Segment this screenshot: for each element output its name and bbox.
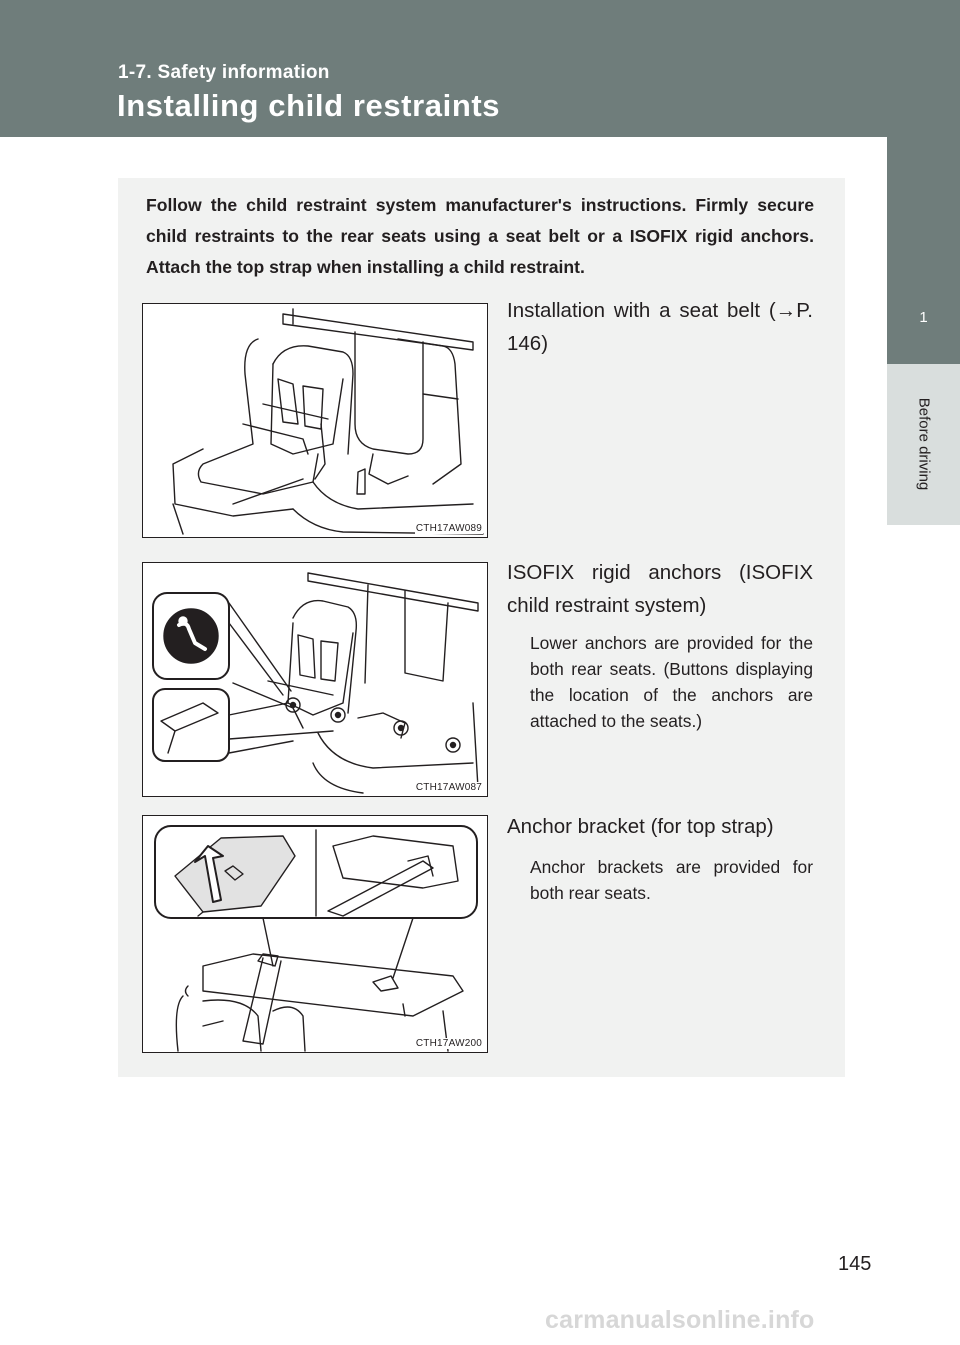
- anchor-bracket-illustration: [143, 816, 488, 1053]
- page-header: [0, 0, 960, 137]
- intro-text: Follow the child restraint system manufacturer's instructions. Firmly secure child restraints to the rear seats using a seat belt or a ISOFIX rigid anchors. Attach the top strap when installing a child restraint.: [146, 195, 814, 277]
- isofix-anchors-figure: [142, 562, 488, 797]
- chapter-label: Before driving: [915, 397, 933, 491]
- page-title: Installing child restraints: [117, 88, 501, 123]
- section-label: 1-7. Safety information: [118, 62, 330, 83]
- item-body-isofix: Lower anchors are provided for the both rear seats. (Buttons displaying the location of the anchors are attached to the seats.): [530, 633, 813, 731]
- watermark[interactable]: carmanualsonline.info: [545, 1306, 815, 1334]
- child-seat-illustration: [143, 304, 488, 538]
- item-heading-seat-belt: Installation with a seat belt (→P. 146): [507, 299, 813, 355]
- chapter-tab[interactable]: [887, 137, 960, 364]
- item-heading-anchor-bracket: Anchor bracket (for top strap): [507, 815, 774, 838]
- page-number: 145: [838, 1253, 872, 1275]
- item-heading-isofix: ISOFIX rigid anchors (ISOFIX child restraint system): [507, 561, 813, 617]
- figure-code: CTH17AW087: [415, 782, 482, 793]
- anchor-bracket-figure: [142, 815, 488, 1053]
- figure-code: CTH17AW200: [415, 1038, 482, 1049]
- chapter-label-tab[interactable]: [887, 364, 960, 525]
- chapter-number: 1: [919, 309, 928, 326]
- item-body-anchor-bracket: Anchor brackets are provided for both rear seats.: [530, 857, 813, 903]
- figure-code: CTH17AW089: [415, 523, 482, 534]
- seat-belt-installation-figure: [142, 303, 488, 538]
- isofix-illustration: [143, 563, 488, 797]
